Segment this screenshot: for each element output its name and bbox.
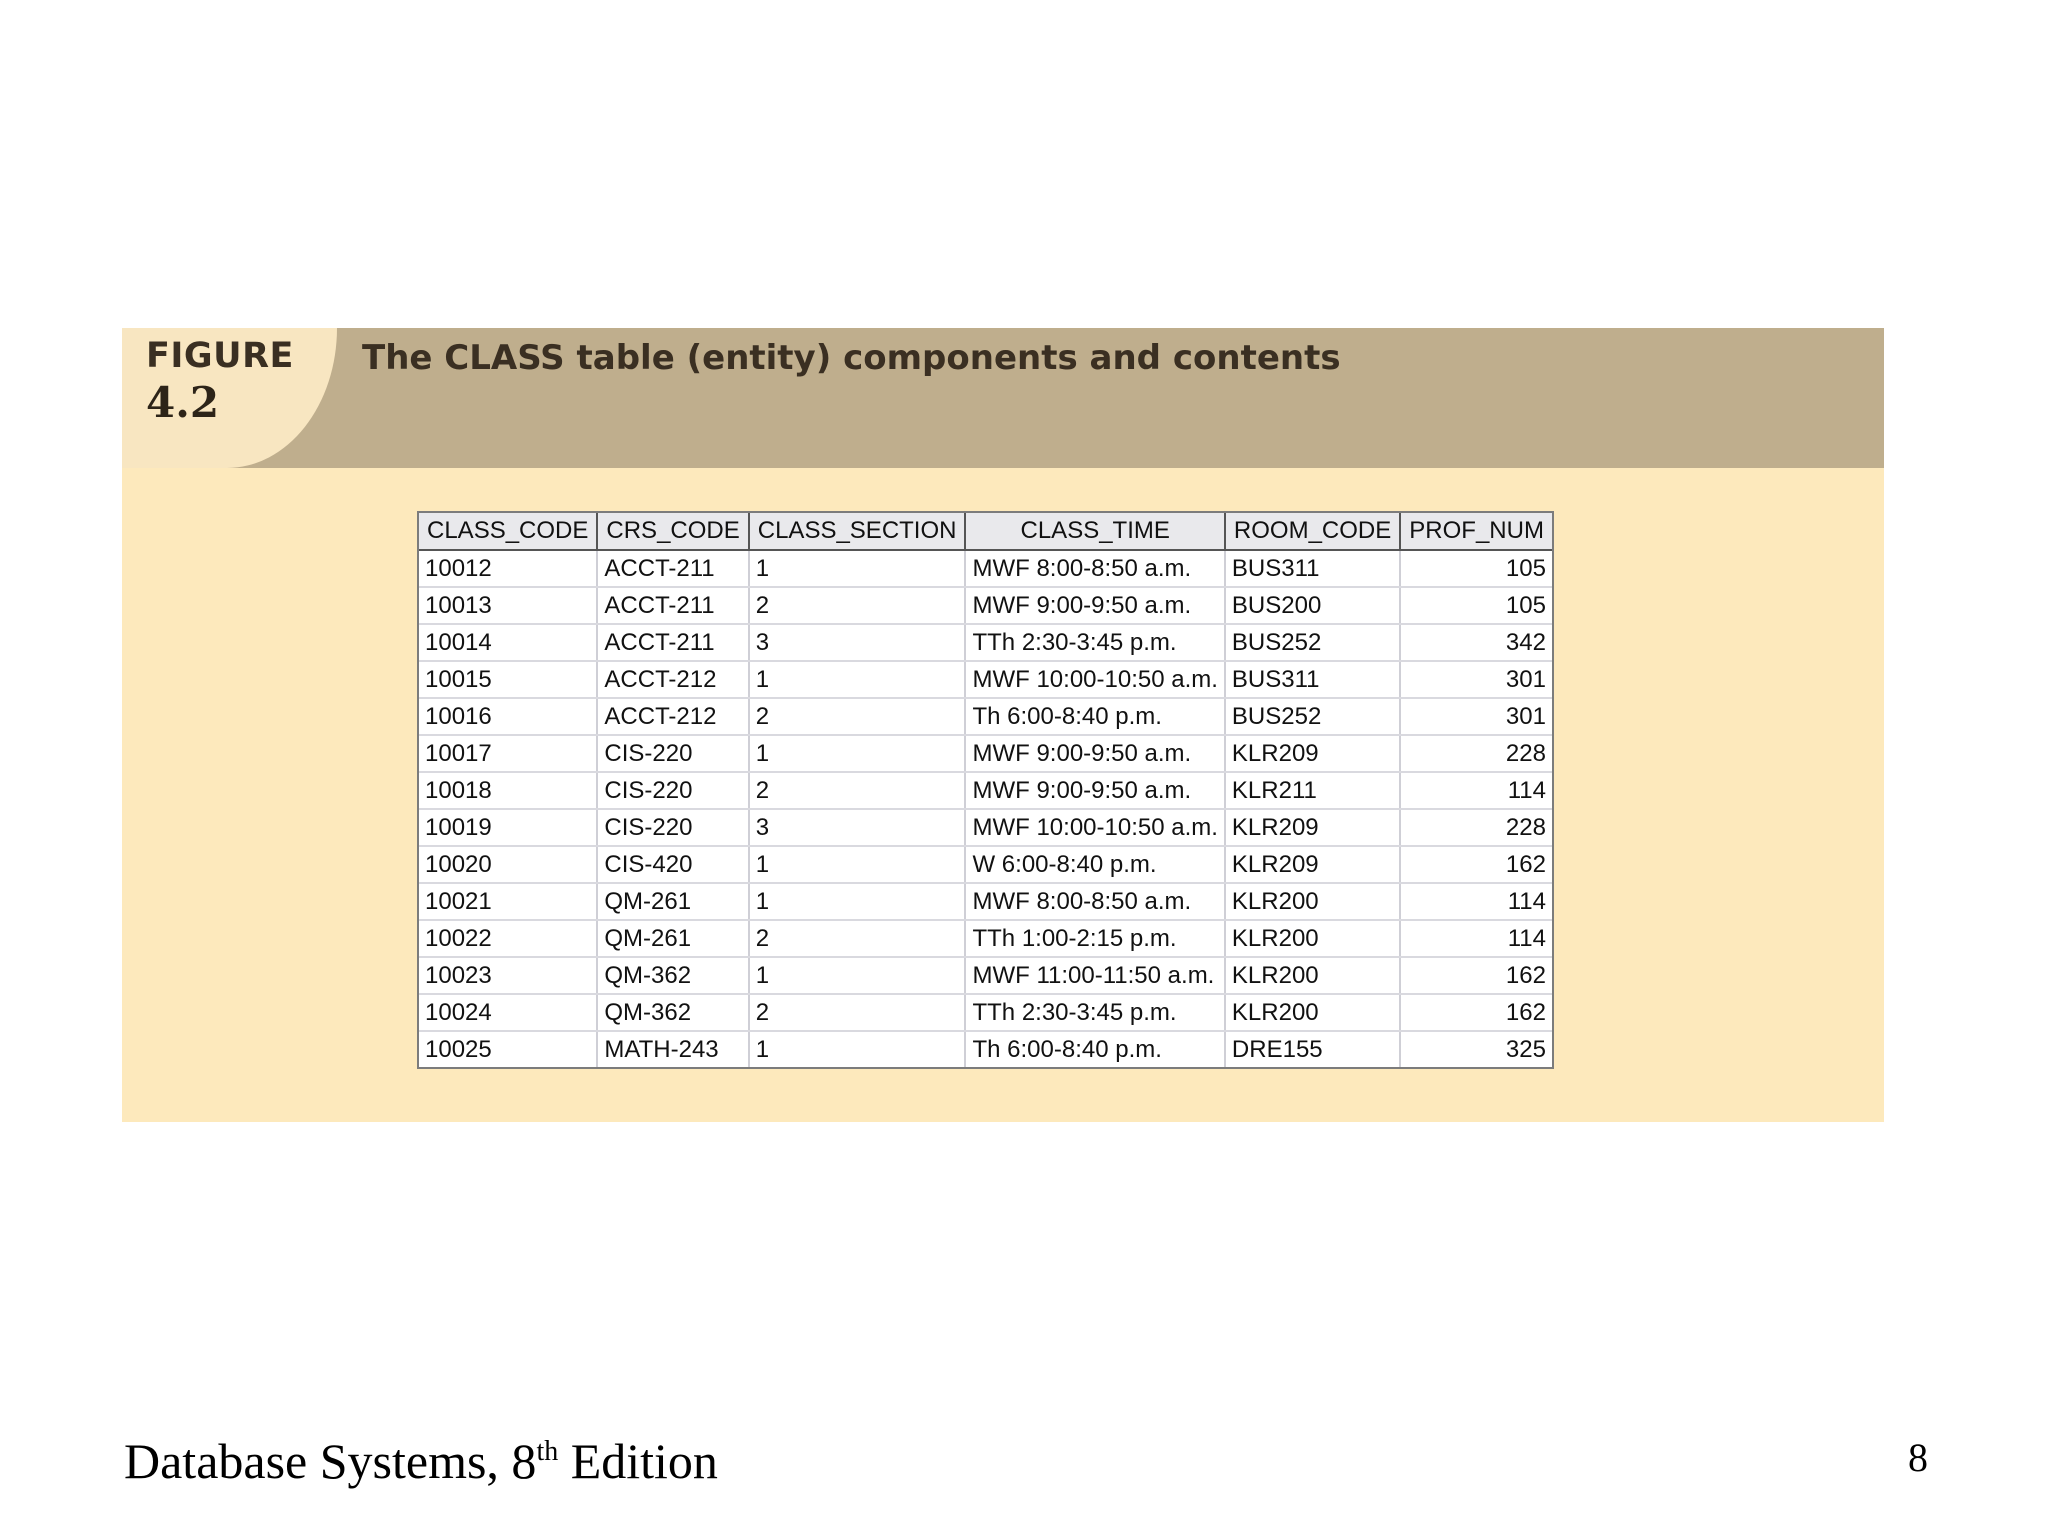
figure-label: FIGURE	[146, 336, 294, 376]
table-cell-class-section: 1	[749, 846, 966, 883]
table-cell-room-code: DRE155	[1225, 1031, 1400, 1067]
table-cell-room-code: KLR200	[1225, 883, 1400, 920]
column-header-class-time: CLASS_TIME	[965, 513, 1224, 550]
table-cell-prof-num: 342	[1400, 624, 1552, 661]
table-cell-class-time: TTh 1:00-2:15 p.m.	[965, 920, 1224, 957]
table-cell-room-code: KLR209	[1225, 809, 1400, 846]
table-cell-class-code: 10018	[419, 772, 597, 809]
table-cell-class-code: 10020	[419, 846, 597, 883]
table-row	[419, 809, 1552, 846]
table-cell-crs-code: ACCT-212	[597, 698, 748, 735]
figure-title: The CLASS table (entity) components and contents	[362, 338, 1341, 378]
table-cell-class-section: 1	[749, 1031, 966, 1067]
table-cell-room-code: KLR209	[1225, 846, 1400, 883]
table-cell-class-time: MWF 9:00-9:50 a.m.	[965, 772, 1224, 809]
table-cell-crs-code: ACCT-211	[597, 550, 748, 587]
table-cell-room-code: BUS200	[1225, 587, 1400, 624]
table-cell-crs-code: QM-261	[597, 920, 748, 957]
table-cell-prof-num: 114	[1400, 883, 1552, 920]
column-header-crs-code: CRS_CODE	[597, 513, 748, 550]
table-cell-class-section: 2	[749, 587, 966, 624]
table-cell-room-code: KLR200	[1225, 994, 1400, 1031]
table-cell-class-time: MWF 11:00-11:50 a.m.	[965, 957, 1224, 994]
table-cell-prof-num: 105	[1400, 550, 1552, 587]
table-cell-prof-num: 105	[1400, 587, 1552, 624]
table-cell-room-code: BUS311	[1225, 550, 1400, 587]
table-cell-class-time: MWF 8:00-8:50 a.m.	[965, 883, 1224, 920]
table-cell-crs-code: ACCT-211	[597, 587, 748, 624]
table-cell-class-code: 10014	[419, 624, 597, 661]
table-cell-class-code: 10012	[419, 550, 597, 587]
table-cell-class-section: 1	[749, 550, 966, 587]
table-cell-class-section: 1	[749, 735, 966, 772]
column-header-class-code: CLASS_CODE	[419, 513, 597, 550]
column-header-prof-num: PROF_NUM	[1400, 513, 1552, 550]
table-cell-class-code: 10013	[419, 587, 597, 624]
table-cell-class-time: MWF 10:00-10:50 a.m.	[965, 809, 1224, 846]
table-cell-crs-code: CIS-220	[597, 772, 748, 809]
table-cell-class-section: 3	[749, 809, 966, 846]
table-cell-class-time: Th 6:00-8:40 p.m.	[965, 1031, 1224, 1067]
table-cell-class-code: 10023	[419, 957, 597, 994]
table-row	[419, 920, 1552, 957]
table-cell-prof-num: 114	[1400, 920, 1552, 957]
table-cell-prof-num: 325	[1505, 1035, 1546, 1063]
table-cell-crs-code: ACCT-211	[597, 624, 748, 661]
table-row	[419, 550, 1552, 587]
table-cell-crs-code: MATH-243	[597, 1031, 748, 1067]
table-header-row	[419, 513, 1552, 550]
table-row	[419, 735, 1552, 772]
table-cell-prof-num: 162	[1400, 846, 1552, 883]
table-row	[419, 1031, 1552, 1067]
table-cell-class-time: TTh 2:30-3:45 p.m.	[965, 994, 1224, 1031]
table-cell-class-code: 10017	[419, 735, 597, 772]
column-header-class-section: CLASS_SECTION	[749, 513, 966, 550]
table-cell-class-code: 10019	[419, 809, 597, 846]
class-table	[419, 513, 1552, 1067]
page-number: 8	[1908, 1435, 1928, 1480]
table-cell-room-code: KLR209	[1225, 735, 1400, 772]
table-cell-class-time: MWF 9:00-9:50 a.m.	[965, 587, 1224, 624]
book-title-suffix: Edition	[558, 1433, 718, 1489]
table-row	[419, 624, 1552, 661]
table-cell-crs-code: QM-362	[597, 957, 748, 994]
table-cell-prof-num: 301	[1400, 661, 1552, 698]
table-body	[419, 550, 1552, 1067]
table-cell-crs-code: CIS-220	[597, 735, 748, 772]
table-cell-room-code: BUS252	[1225, 624, 1400, 661]
table-cell-class-section: 2	[749, 920, 966, 957]
figure-number: 4.2	[146, 378, 220, 427]
table-cell-room-code: KLR211	[1225, 772, 1400, 809]
table-row	[419, 698, 1552, 735]
table-cell-class-code: 10015	[419, 661, 597, 698]
table-cell-class-code: 10021	[419, 883, 597, 920]
table-cell-class-section: 2	[749, 772, 966, 809]
footer-book-title	[124, 1432, 718, 1490]
table-cell-class-section: 1	[749, 957, 966, 994]
table-cell-crs-code: CIS-220	[597, 809, 748, 846]
table-cell-class-code: 10024	[419, 994, 597, 1031]
table-cell-room-code: KLR200	[1225, 920, 1400, 957]
table-row	[419, 772, 1552, 809]
table-cell-class-section: 2	[749, 994, 966, 1031]
table-cell-class-time: W 6:00-8:40 p.m.	[965, 846, 1224, 883]
table-cell-room-code: BUS311	[1225, 661, 1400, 698]
table-row	[419, 587, 1552, 624]
table-cell-class-time: MWF 9:00-9:50 a.m.	[965, 735, 1224, 772]
table-cell-class-code: 10016	[419, 698, 597, 735]
table-cell-prof-num: 162	[1400, 957, 1552, 994]
table-row	[419, 994, 1552, 1031]
table-row	[419, 846, 1552, 883]
table-cell-class-time: MWF 10:00-10:50 a.m.	[965, 661, 1224, 698]
book-title-superscript: th	[536, 1436, 559, 1467]
table-cell-class-code: 10025	[419, 1031, 597, 1067]
table-cell-prof-num: 114	[1400, 772, 1552, 809]
class-table-container	[417, 511, 1554, 1069]
table-cell-prof-num: 228	[1400, 735, 1552, 772]
table-cell-crs-code: CIS-420	[597, 846, 748, 883]
table-cell-class-section: 1	[749, 883, 966, 920]
table-cell-room-code: BUS252	[1225, 698, 1400, 735]
table-cell-room-code: KLR200	[1225, 957, 1400, 994]
figure-header	[122, 328, 1884, 468]
table-cell-crs-code: QM-362	[597, 994, 748, 1031]
table-cell-crs-code: ACCT-212	[597, 661, 748, 698]
table-cell-class-section: 2	[749, 698, 966, 735]
table-row	[419, 883, 1552, 920]
table-row	[419, 957, 1552, 994]
table-cell-prof-num: 162	[1400, 994, 1552, 1031]
column-header-room-code: ROOM_CODE	[1225, 513, 1400, 550]
table-cell-class-code: 10022	[419, 920, 597, 957]
table-cell-prof-num: 301	[1400, 698, 1552, 735]
table-cell-crs-code: QM-261	[597, 883, 748, 920]
table-cell-class-time: TTh 2:30-3:45 p.m.	[965, 624, 1224, 661]
table-cell-class-section: 3	[749, 624, 966, 661]
table-cell-class-time: MWF 8:00-8:50 a.m.	[965, 550, 1224, 587]
table-cell-class-time: Th 6:00-8:40 p.m.	[965, 698, 1224, 735]
table-cell-class-section: 1	[749, 661, 966, 698]
table-cell-prof-num: 228	[1400, 809, 1552, 846]
figure-tab	[122, 328, 337, 468]
table-row	[419, 661, 1552, 698]
book-title-prefix: Database Systems, 8	[124, 1433, 537, 1489]
